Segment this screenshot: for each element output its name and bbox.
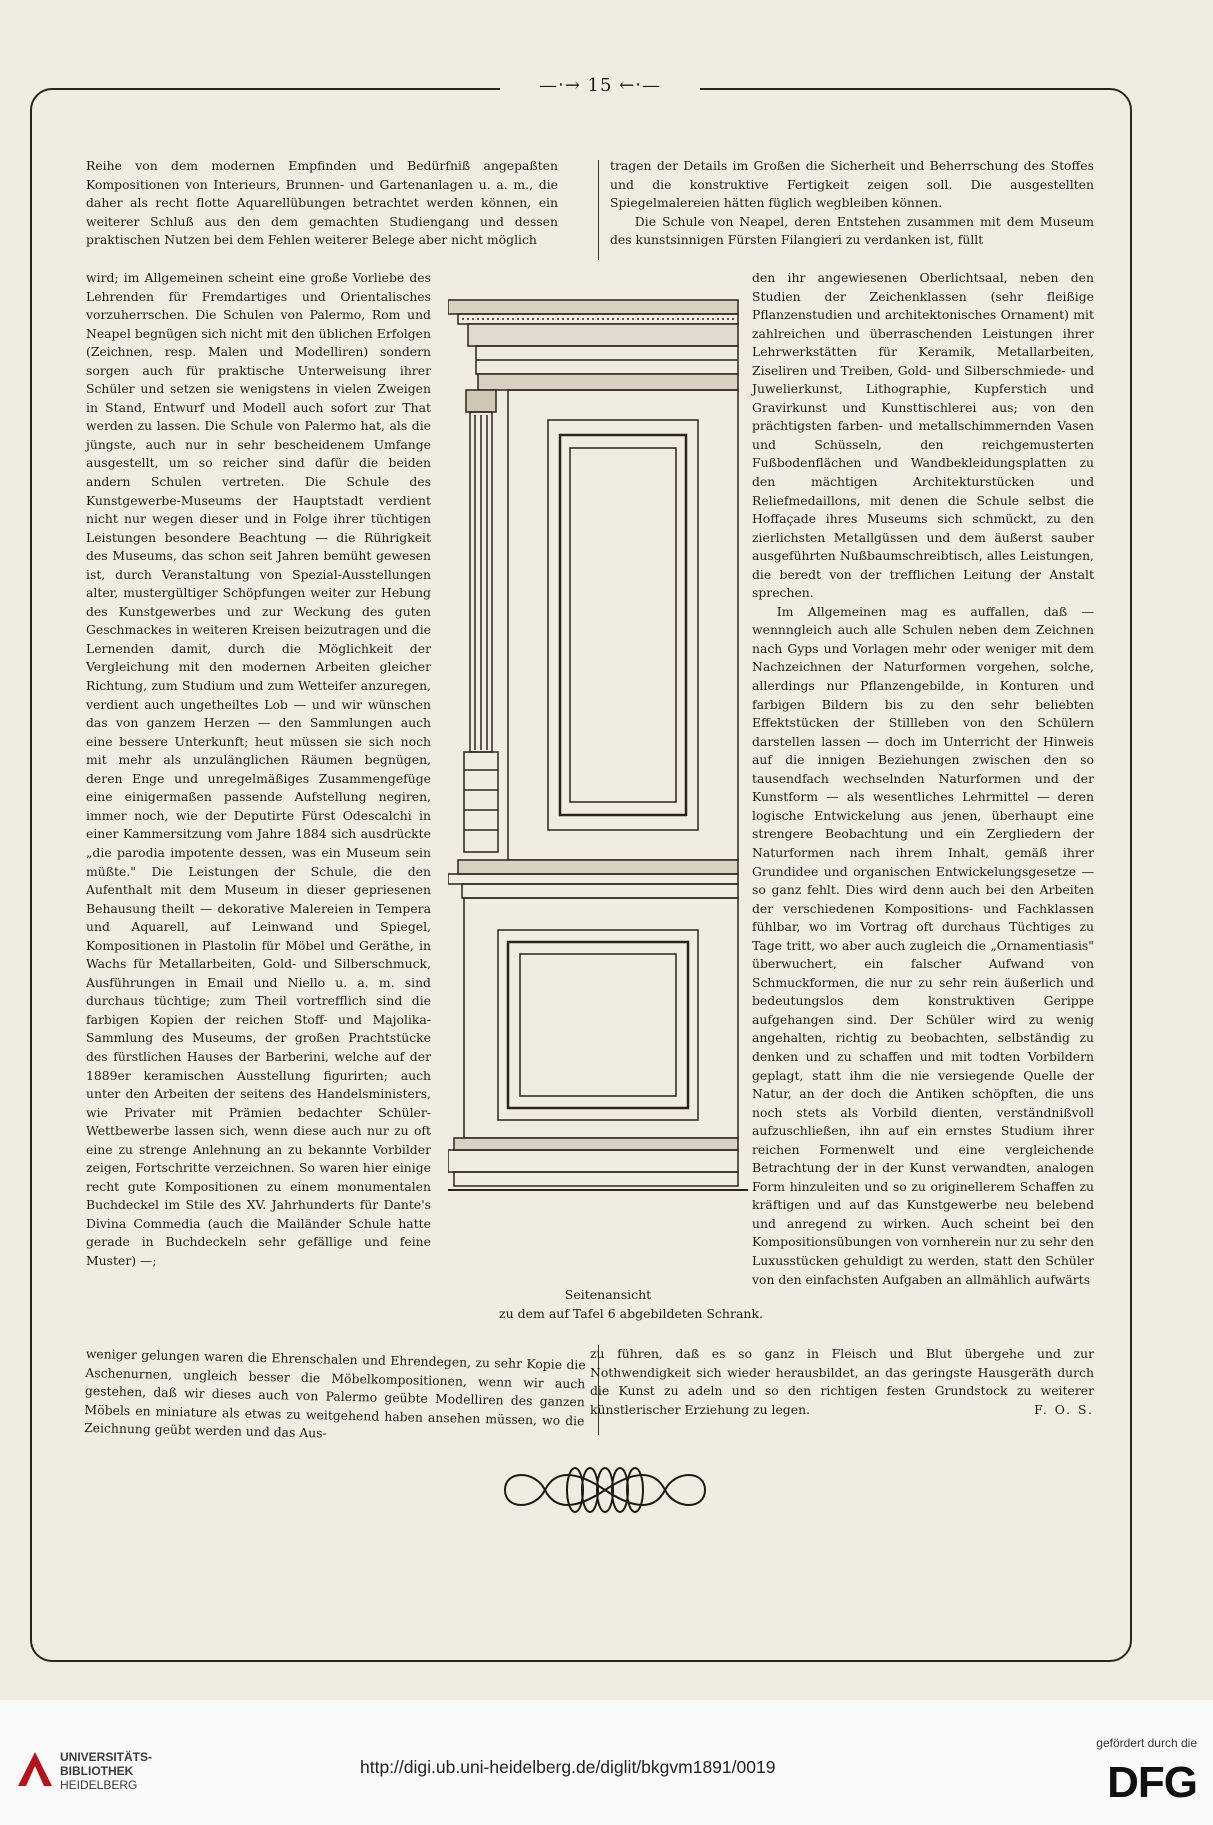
author-signature: F. O. S.: [1034, 1401, 1094, 1417]
dfg-logo: DFG: [1107, 1758, 1197, 1807]
column-divider-top: [598, 160, 599, 260]
left-column-top: Reihe von dem modernen Empfinden und Bedürfniß angepaßten Kompositionen von Interieurs, Brunnen- und Gartenanlagen u. a. m., die daher als recht flotte Aquarellübungen betrachtet werden können, ein weiterer Schluß aus den dem gemachten Studiengang und dessen praktischen Nutzen bei dem Fehlen weiterer Belege aber nicht möglich: [86, 158, 558, 248]
decorative-flourish: [495, 1450, 715, 1530]
digitization-footer: [0, 1700, 1213, 1825]
source-url-link[interactable]: http://digi.ub.uni-heidelberg.de/diglit/bkgvm1891/0019: [360, 1757, 776, 1777]
right-column-bottom: zu führen, daß es so ganz in Fleisch und Blut übergehe und zur Nothwendigkeit sich wieder herausbildet, an das geringste Hausgeräth durch die Kunst zu adeln und so den richtigen festen Grundstock zu weiterer künstlerischer Erziehung zu legen. F. O. S.: [590, 1345, 1094, 1419]
right-column-top: tragen der Details im Großen die Sicherheit und Beherrschung des Stoffes und die konstruktive Fertigkeit zeigen soll. Die ausgestellten Spiegelmalereien hätten füglich wegbleiben können. Die Schule von Neapel, deren Entstehen zusammen mit dem Museum des kunstsinnigen Fürsten Filangieri zu verdanken ist, füllt: [610, 158, 1094, 248]
left-column-bottom: weniger gelungen waren die Ehrenschalen und Ehrendegen, zu sehr Kopie die Aschenurnen, ungleich besser die Möbelkompositionen, wenn wir auch gestehen, daß wir dieses auch von Palermo geübte Modelliren des ganzen Möbels en miniature als etwas zu weitgehend haben ansehen müssen, wo die Zeichnung geübt werden und das Aus-: [83, 1345, 586, 1441]
university-library-logo-icon: [18, 1752, 52, 1786]
right-column-wrap: den ihr angewiesenen Oberlichtsaal, neben den Studien der Zeichenklassen (sehr fleißige Pflanzenstudien und architektonisches Ornament) mit zahlreichen und überraschenden Leistungen ihrer Lehrwerkstätten für Keramik, Metallarbeiten, Ziseliren und Treiben, Gold- und Silberschmiede- und Juwelierkunst, Lithographie, Kupferstich und Gravirkunst und Kunsttischlerei aus; von den prächtigsten farben- und metallschimmernden Vasen und Schüsseln, den reichgemusterten Fußbodenflächen und Wandbekleidungsplatten zu den mächtigen Architekturstücken und Reliefmedaillons, mit denen die Schule selbst die Hoffaçade ihres Museums sich schmückt, zu den zierlichsten Metallgüssen und dem äußerst sauber ausgeführten Nußbaumschreibtisch, alles Leistungen, die beredt von der trefflichen Leitung der Anstalt sprechen. Im Allgemeinen mag es auffallen, daß — wennngleich auch alle Schulen neben dem Zeichnen nach Gyps und Vorlagen mehr oder weniger mit dem Nachzeichnen der Naturformen vorgehen, solche, allerdings nur Pflanzengebilde, in Konturen und farbigen Bildern bis zu den sehr beliebten Effektstücken der Stillleben von den Schülern darstellen lassen — doch im Unterricht der Hinweis auf die innigen Beziehungen zwischen den so tausendfach wechselnden Naturformen und der Kunstform — als wesentliches Lehrmittel — deren logische Entwickelung aus jenen, überhaupt eine strengere Beobachtung und ein Zergliedern der Naturformen nach ihrem Inhalt, gemäß ihrer Grundidee und organischen Entwickelungsgesetze — so ganz fehlt. Dies wird denn auch bei den Arbeiten der verschiedenen Kompositions- und Fachklassen fühlbar, wo im Vortrag oft durchaus Tüchtiges zu Tage tritt, wo aber auch zugleich die „Ornamentiasis" überwuchert, ein falscher Aufwand von Schmuckformen, die nur zu sehr rein äußerlich und bedeutungslos dem konstruktiven Gerippe aufgehangen sind. Der Schüler wird zu wenig angehalten, richtig zu beobachten, selbständig zu denken und zu schaffen und mit todten Vorbildern geplagt, statt ihm die nie versiegende Quelle der Natur, an der doch die Antiken schöpften, die uns noch stets als Vorbild dienten, verständnißvoll aufzuschließen, ihn auf ein ernstes Studium ihrer reichen Formenwelt und eine vergleichende Betrachtung der in der Kunst verwandten, analogen Form hinzuleiten und so zu originellerem Schaffen zu kräftigen und auf das Kunstgewerbe neu belebend und anregend zu wirken. Auch scheint bei den Kompositionsübungen von vornherein nur zu sehr den Luxusstücken gehuldigt zu werden, statt den Schüler von den einfachsten Aufgaben an allmählich aufwärts: [752, 270, 1094, 1287]
cabinet-side-view-illustration: [448, 290, 748, 1270]
page-number-ornament-right: ←‧—: [612, 75, 661, 96]
funded-by-label: gefördert durch die: [1096, 1736, 1197, 1750]
page-number: —‧→ 15 ←‧—: [500, 75, 700, 96]
library-name: UNIVERSITÄTS- BIBLIOTHEK HEIDELBERG: [60, 1750, 153, 1792]
figure-caption: Seitenansicht zu dem auf Tafel 6 abgebildeten Schrank.: [498, 1287, 763, 1321]
left-column-wrap: wird; im Allgemeinen scheint eine große Vorliebe des Lehrenden für Fremdartiges und Orientalisches vorzuherrschen. Die Schulen von Palermo, Rom und Neapel begnügen sich nicht mit den üblichen Erfolgen (Zeichnen, resp. Malen und Modelliren) sondern sorgen auch für praktische Unterweisung ihrer Schüler und setzen sie wenigstens in vielen Zweigen in Stand, Entwurf und Modell auch sofort zur That werden zu lassen. Die Schule von Palermo hat, als die jüngste, auch nur in sehr bescheidenem Umfange ausgestellt, um so reicher sind dafür die beiden andern Schulen vertreten. Die Schule des Kunstgewerbe-Museums der Hauptstadt verdient nicht nur wegen dieser und in Folge ihrer tüchtigen Leistungen besondere Beachtung — die Rührigkeit des Museums, das schon seit Jahren bemüht gewesen ist, durch Veranstaltung von Spezial-Ausstellungen alter, mustergültiger Schöpfungen weiter zur Hebung des Kunstgewerbes und zur Weckung des guten Geschmackes in weiteren Kreisen beizutragen und die Lernenden damit, durch die Möglichkeit der Vergleichung mit den modernen Arbeiten gleicher Richtung, zum Studium und zum Wetteifer anzuregen, verdient auch ungetheiltes Lob — und wir wünschen das von ganzem Herzen — den Sammlungen auch eine bessere Unterkunft; heut müssen sie sich noch mit mehr als unzulänglichen Räumen begnügen, deren Enge und unregelmäßiges Zusammengefüge eine einigermaßen passende Aufstellung negiren, immer noch, wie der Deputirte Fürst Odescalchi in einer Kammersitzung vom Jahre 1884 sich ausdrückte „die parodia impotente dessen, was ein Museum sein müßte." Die Leistungen der Schule, die den Aufenthalt mit dem Museum in dieser gepriesenen Behausung theilt — dekorative Malereien in Tempera und Aquarell, auf Leinwand und Spiegel, Kompositionen in Plastolin für Möbel und Geräthe, in Wachs für Metallarbeiten, Gold- und Silberschmuck, Ausführungen in Email und Niello u. a. m. sind durchaus tüchtige; zum Theil vortrefflich sind die farbigen Kopien der reichen Stoff- und Majolika-Sammlung des Museums, der großen Prachtstücke des fürstlichen Hauses der Barberini, welche auf der 1889er keramischen Ausstellung figurirten; auch unter den Arbeiten der seitens des Handelsministers, wie Privater mit Prämien bedachter Schüler-Wettbewerbe lassen sich, wenn diese auch nur zu oft eine zu strenge Anlehnung an zu bekannte Vorbilder zeigen, Fortschritte verzeichnen. So waren hier einige recht gute Kompositionen zu einem monumentalen Buchdeckel im Stile des XV. Jahrhunderts für Dante's Divina Commedia (auch die Mailänder Schule hatte gerade in Buchdeckeln sehr gefällige und feine Muster) —;: [86, 270, 431, 1268]
page-number-ornament-left: —‧→: [539, 75, 588, 96]
